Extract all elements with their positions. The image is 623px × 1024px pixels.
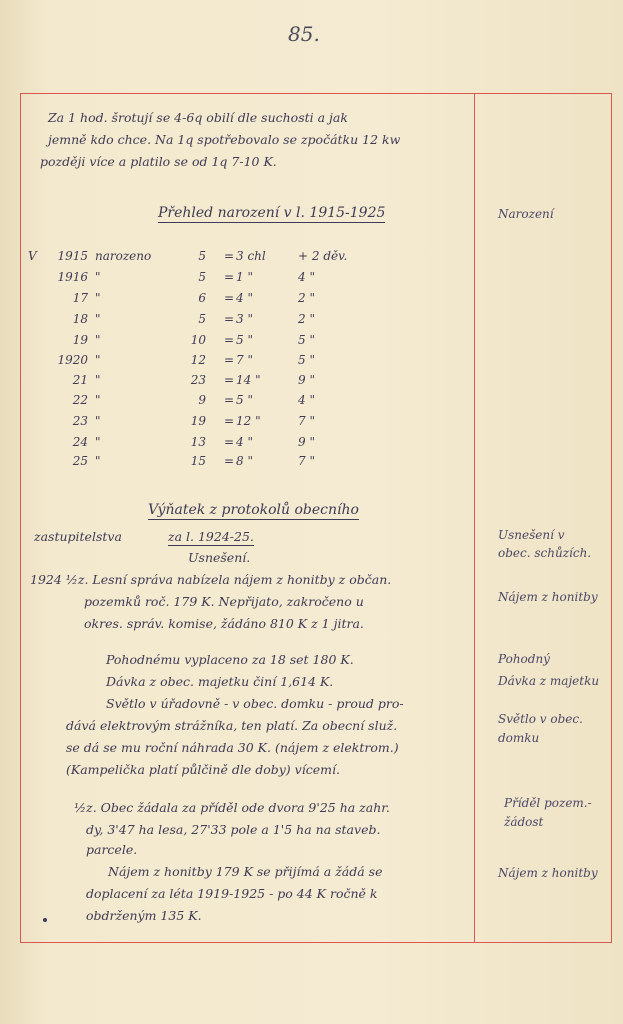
minutes-paragraph-line: (Kampelička platí půlčině dle doby) vícemí.: [66, 762, 340, 777]
minutes-paragraph-line: Dávka z obec. majetku činí 1,614 K.: [106, 674, 334, 689]
birth-girls: 2 ": [298, 291, 315, 305]
birth-total: 13: [190, 435, 206, 449]
birth-row: [28, 393, 348, 411]
birth-row: [28, 435, 348, 453]
intro-line: jemně kdo chce. Na 1q spotřebovalo se zpočátku 12 kw: [48, 132, 401, 147]
birth-equals: =: [224, 291, 235, 305]
birth-word: ": [95, 414, 101, 428]
birth-equals: =: [224, 393, 235, 407]
birth-year: 17: [72, 291, 88, 305]
minutes-paragraph-line: okres. správ. komise, žádáno 810 K z 1 jitra.: [84, 616, 364, 631]
minutes-paragraph-line: dy, 3'47 ha lesa, 27'33 pole a 1'5 ha na staveb.: [86, 822, 381, 837]
birth-total: 19: [190, 414, 206, 428]
minutes-subtitle: Usnešení.: [188, 550, 251, 565]
birth-girls: 7 ": [298, 414, 315, 428]
birth-year: 1920: [57, 353, 88, 367]
births-margin-note: Narození: [498, 207, 554, 221]
margin-note-usneseni: Usnešení v: [498, 528, 565, 542]
birth-total: 23: [190, 373, 206, 387]
birth-year: 1916: [57, 270, 88, 284]
margin-column-rule: [474, 93, 475, 943]
minutes-paragraph-line: Světlo v úřadovně - v obec. domku - proud pro-: [106, 696, 404, 711]
birth-year: 22: [72, 393, 88, 407]
birth-year: 1915: [57, 249, 88, 263]
margin-note-pohodny: Pohodný: [498, 652, 550, 666]
birth-year: 18: [72, 312, 88, 326]
birth-boys: 3 chl: [236, 249, 266, 263]
birth-boys: 1 ": [236, 270, 253, 284]
margin-note-pridel-2: žádost: [504, 815, 544, 829]
birth-word: ": [95, 454, 101, 468]
birth-total: 5: [198, 312, 206, 326]
birth-girls: 7 ": [298, 454, 315, 468]
birth-word: ": [95, 291, 101, 305]
birth-boys: 12 ": [236, 414, 261, 428]
birth-total: 12: [190, 353, 206, 367]
birth-word: ": [95, 353, 101, 367]
minutes-paragraph-line: pozemků roč. 179 K. Nepřijato, zakročeno u: [84, 594, 364, 609]
birth-total: 5: [198, 249, 206, 263]
birth-equals: =: [224, 373, 235, 387]
birth-boys: 8 ": [236, 454, 253, 468]
birth-boys: 4 ": [236, 435, 253, 449]
birth-row: [28, 291, 348, 309]
minutes-paragraph-line: obdrženým 135 K.: [86, 908, 202, 923]
birth-row: [28, 454, 348, 472]
birth-equals: =: [224, 270, 235, 284]
minutes-paragraph-line: doplacení za léta 1919-1925 - po 44 K ročně k: [86, 886, 378, 901]
birth-girls: 4 ": [298, 393, 315, 407]
birth-row: [28, 249, 348, 267]
margin-note-najem-2: Nájem z honitby: [498, 866, 598, 880]
minutes-paragraph-line: se dá se mu roční náhrada 30 K. (nájem z elektrom.): [66, 740, 399, 755]
birth-boys: 7 ": [236, 353, 253, 367]
birth-equals: =: [224, 249, 235, 263]
birth-word: ": [95, 270, 101, 284]
margin-note-davka: Dávka z majetku: [498, 674, 600, 688]
intro-line: Za 1 hod. šrotují se 4-6q obilí dle suchosti a jak: [48, 110, 348, 125]
minutes-paragraph-line: Nájem z honitby 179 K se přijímá a žádá se: [108, 864, 383, 879]
births-title: Přehled narození v l. 1915-1925: [158, 205, 386, 221]
birth-prefix: V: [28, 249, 37, 263]
birth-row: [28, 333, 348, 351]
intro-line: později více a platilo se od 1q 7-10 K.: [40, 154, 277, 169]
birth-word: ": [95, 312, 101, 326]
minutes-paragraph-line: Pohodnému vyplaceno za 18 set 180 K.: [106, 652, 354, 667]
page-number: 85.: [288, 22, 320, 46]
birth-year: 25: [72, 454, 88, 468]
birth-girls: 2 ": [298, 312, 315, 326]
birth-word: ": [95, 435, 101, 449]
birth-total: 15: [190, 454, 206, 468]
birth-equals: =: [224, 435, 235, 449]
minutes-paragraph-line: parcele.: [86, 842, 138, 857]
birth-girls: 9 ": [298, 435, 315, 449]
birth-row: [28, 414, 348, 432]
birth-equals: =: [224, 353, 235, 367]
birth-girls: + 2 děv.: [298, 249, 348, 263]
birth-equals: =: [224, 414, 235, 428]
birth-girls: 4 ": [298, 270, 315, 284]
birth-word: ": [95, 393, 101, 407]
birth-girls: 5 ": [298, 353, 315, 367]
birth-boys: 3 ": [236, 312, 253, 326]
birth-row: [28, 353, 348, 371]
birth-equals: =: [224, 454, 235, 468]
birth-year: 19: [72, 333, 88, 347]
minutes-title-years: za l. 1924-25.: [168, 529, 254, 544]
birth-boys: 5 ": [236, 333, 253, 347]
birth-row: [28, 270, 348, 288]
minutes-paragraph-line: ½z. Obec žádala za příděl ode dvora 9'25 ha zahr.: [74, 800, 390, 815]
birth-total: 6: [198, 291, 206, 305]
birth-boys: 4 ": [236, 291, 253, 305]
birth-girls: 9 ": [298, 373, 315, 387]
birth-year: 24: [72, 435, 88, 449]
birth-year: 21: [72, 373, 88, 387]
birth-year: 23: [72, 414, 88, 428]
birth-equals: =: [224, 333, 235, 347]
margin-note-najem: Nájem z honitby: [498, 590, 598, 604]
birth-girls: 5 ": [298, 333, 315, 347]
birth-equals: =: [224, 312, 235, 326]
margin-note-svetlo-2: domku: [498, 731, 540, 745]
birth-boys: 5 ": [236, 393, 253, 407]
minutes-paragraph-line: dává elektrovým strážníka, ten platí. Za obecní služ.: [66, 718, 398, 733]
birth-word: ": [95, 333, 101, 347]
birth-boys: 14 ": [236, 373, 261, 387]
ink-dot: [43, 918, 47, 922]
birth-total: 9: [198, 393, 206, 407]
minutes-title: Výňatek z protokolů obecního: [148, 502, 359, 518]
birth-total: 10: [190, 333, 206, 347]
birth-row: [28, 312, 348, 330]
margin-note-pridel: Příděl pozem.-: [504, 796, 592, 810]
minutes-paragraph-line: 1924 ½z. Lesní správa nabízela nájem z honitby z občan.: [30, 572, 392, 587]
birth-word: ": [95, 373, 101, 387]
margin-note-svetlo: Světlo v obec.: [498, 712, 583, 726]
minutes-title-line2: zastupitelstva: [34, 529, 122, 544]
birth-row: [28, 373, 348, 391]
birth-word: narozeno: [95, 249, 152, 263]
margin-note-usneseni-2: obec. schůzích.: [498, 546, 592, 560]
birth-total: 5: [198, 270, 206, 284]
